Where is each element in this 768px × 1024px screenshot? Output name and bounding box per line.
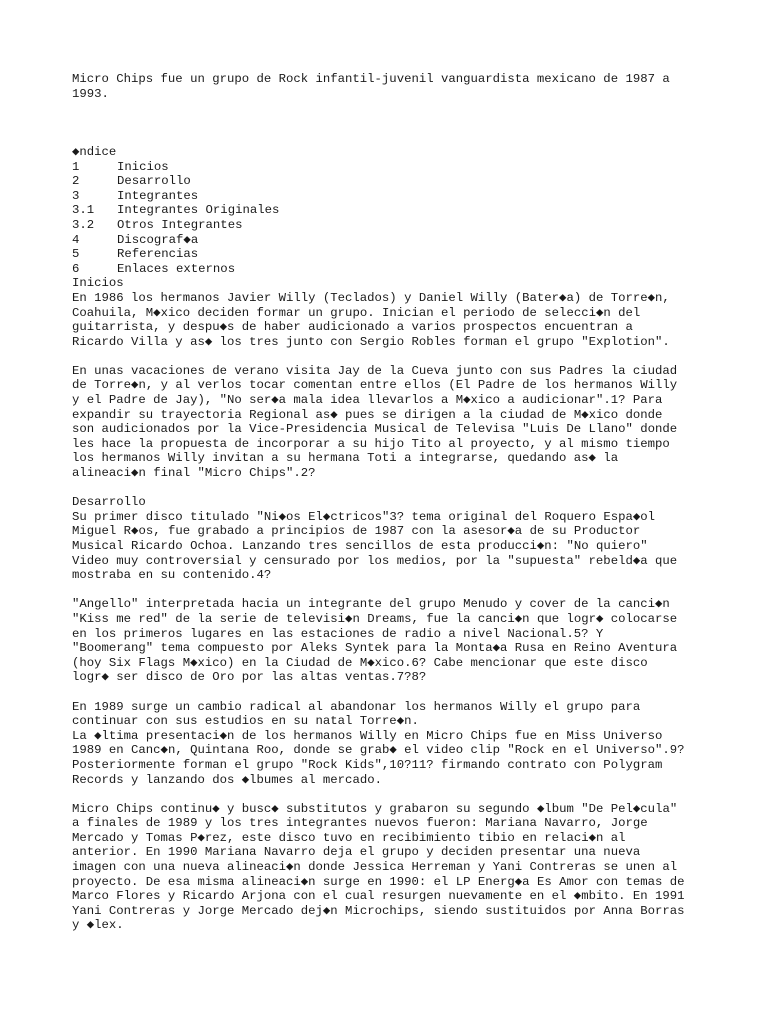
document-page [72,72,712,933]
paragraph [72,597,712,685]
toc-item [72,233,712,248]
text-line: son audicionados por la Vice-Presidencia Musical de Televisa "Luis De Llano" donde [72,422,678,437]
text-line: a finales de 1989 y los tres integrantes nuevos fueron: Mariana Navarro, Jorge [72,816,648,831]
spacer [72,787,712,802]
toc-item [72,247,712,262]
toc-item [72,174,712,189]
toc-item-number: 2 [72,174,80,189]
toc-item-label: Referencias [117,247,199,262]
text-line: En 1989 surge un cambio radical al abandonar los hermanos Willy el grupo para [72,699,641,714]
text-line: Su primer disco titulado "Ni◆os El◆ctricos"3? tema original del Roquero Espa◆ol [72,509,656,524]
table-of-contents [72,145,712,276]
text-line: 1989 en Canc◆n, Quintana Roo, donde se grab◆ el video clip "Rock en el Universo".9? [72,743,685,758]
text-line: guitarrista, y despu◆s de haber audicionado a varios prospectos encuentran a [72,320,633,335]
text-line: Marco Flores y Ricardo Arjona con el cual resurgen nuevamente en el ◆mbito. En 1991 [72,889,685,904]
toc-item [72,189,712,204]
text-line: "Boomerang" tema compuesto por Aleks Syntek para la Monta◆a Rusa en Reino Aventura [72,641,678,656]
text-line: expandir su trayectoria Regional as◆ pues se dirigen a la ciudad de M◆xico donde [72,407,663,422]
text-line: Micro Chips continu◆ y busc◆ substitutos y grabaron su segundo ◆lbum "De Pel◆cula" [72,801,678,816]
toc-item-number: 3.1 [72,203,95,218]
toc-item-label: Integrantes Originales [117,203,280,218]
toc-title: ◆ndice [72,144,117,159]
toc-item [72,218,712,233]
spacer [72,101,712,116]
text-line: Ricardo Villa y as◆ los tres junto con Sergio Robles forman el grupo "Explotion". [72,334,670,349]
text-line: les hace la propuesta de incorporar a su hijo Tito al proyecto, y al mismo tiempo [72,436,670,451]
text-line: Miguel R◆os, fue grabado a principios de 1987 con la asesor◆a de su Productor [72,524,641,539]
toc-item [72,160,712,175]
spacer [72,583,712,598]
section-inicios [72,276,712,480]
toc-item [72,262,712,277]
text-line: en los primeros lugares en las estaciones de radio a nivel Nacional.5? Y [72,626,604,641]
text-line: y ◆lex. [72,918,124,933]
spacer [72,685,712,700]
paragraph [72,802,712,933]
spacer [72,349,712,364]
text-line: alineaci◆n final "Micro Chips".2? [72,466,316,481]
paragraph [72,510,712,583]
text-line: En 1986 los hermanos Javier Willy (Teclados) y Daniel Willy (Bater◆a) de Torre◆n, [72,290,670,305]
text-line: proyecto. De esa misma alineaci◆n surge en 1990: el LP Energ◆a Es Amor con temas de [72,874,685,889]
spacer [72,116,712,131]
paragraph [72,700,712,788]
text-line: 1993. [72,86,109,101]
text-line: de Torre◆n, y al verlos tocar comentan entre ellos (El Padre de los hermanos Willy [72,378,678,393]
toc-item-label: Desarrollo [117,174,191,189]
spacer [72,130,712,145]
text-line: continuar con sus estudios en su natal Torre◆n. [72,714,419,729]
toc-item-label: Inicios [117,159,169,174]
section-heading: Desarrollo [72,495,146,510]
text-line: Yani Contreras y Jorge Mercado dej◆n Microchips, siendo sustituidos por Anna Borras [72,903,685,918]
paragraph [72,364,712,481]
toc-item-number: 6 [72,261,80,276]
text-line: Records y lanzando dos ◆lbumes al mercado. [72,772,382,787]
text-line: Mercado y Tomas P◆rez, este disco tuvo en recibimiento tibio en relaci◆n al [72,830,626,845]
text-line: logr◆ ser disco de Oro por las altas ventas.7?8? [72,670,427,685]
text-line: Coahuila, M◆xico deciden formar un grupo. Inician el periodo de selecci◆n del [72,305,641,320]
text-line: anterior. En 1990 Mariana Navarro deja el grupo y deciden presentar una nueva [72,845,641,860]
spacer [72,481,712,496]
toc-item-label: Discograf◆a [117,232,199,247]
toc-item-label: Otros Integrantes [117,217,243,232]
text-line: los hermanos Willy invitan a su hermana Toti a integrarse, quedando as◆ la [72,451,619,466]
text-line: y el Padre de Jay), "No ser◆a mala idea llevarlos a M◆xico a audicionar".1? Para [72,393,663,408]
toc-item-number: 3.2 [72,217,95,232]
intro-paragraph [72,72,712,101]
toc-item-label: Integrantes [117,188,199,203]
text-line: (hoy Six Flags M◆xico) en la Ciudad de M◆xico.6? Cabe mencionar que este disco [72,655,648,670]
toc-item-label: Enlaces externos [117,261,236,276]
toc-item-number: 3 [72,188,80,203]
text-line: Musical Ricardo Ochoa. Lanzando tres sencillos de esta producci◆n: "No quiero" [72,539,648,553]
toc-item-number: 1 [72,159,80,174]
text-line: mostraba en su contenido.4? [72,568,272,583]
text-line: Micro Chips fue un grupo de Rock infantil-juvenil vanguardista mexicano de 1987 a [72,72,670,86]
text-line: "Angello" interpretada hacia un integrante del grupo Menudo y cover de la canci◆n [72,597,670,612]
paragraph [72,291,712,349]
text-line: La ◆ltima presentaci◆n de los hermanos Willy en Micro Chips fue en Miss Universo [72,728,663,743]
section-heading: Inicios [72,276,124,291]
toc-item-number: 5 [72,247,80,262]
text-line: Video muy controversial y censurado por los medios, por la "supuesta" rebeld◆a que [72,553,678,568]
toc-item [72,203,712,218]
text-line: imagen con una nueva alineaci◆n donde Jessica Herreman y Yani Contreras se unen al [72,860,678,875]
text-line: "Kiss me red" de la serie de televisi◆n Dreams, fue la canci◆n que logr◆ colocarse [72,611,678,626]
text-line: Posteriormente forman el grupo "Rock Kids",10?11? firmando contrato con Polygram [72,757,663,772]
text-line: En unas vacaciones de verano visita Jay de la Cueva junto con sus Padres la ciudad [72,363,678,378]
section-desarrollo [72,495,712,933]
toc-item-number: 4 [72,232,80,247]
